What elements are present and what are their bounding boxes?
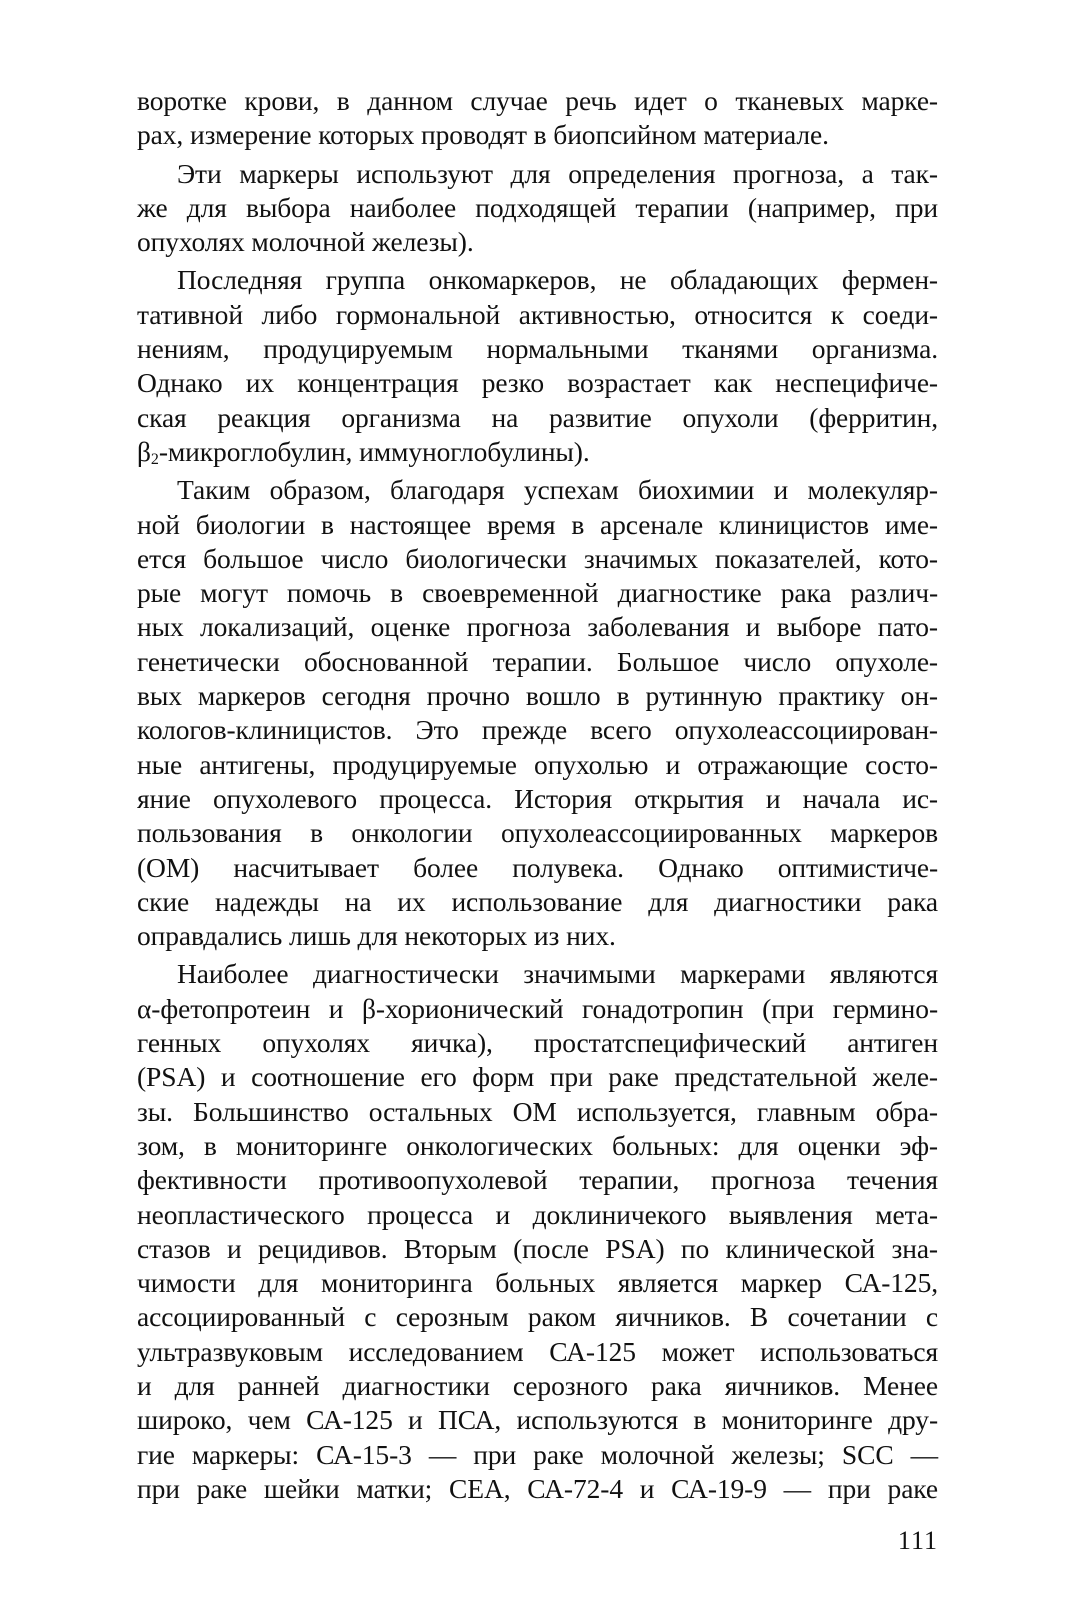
text-line: ские надежды на их использование для диагностики рака (137, 885, 938, 917)
text-line: воротке крови, в данном случае речь идет о тканевых марке- (137, 85, 938, 116)
paragraph (137, 84, 938, 153)
text-line: и для ранней диагностики серозного рака яичников. Менее (137, 1369, 938, 1401)
page-number: 111 (897, 1526, 938, 1555)
text-line-beta2: $\beta_2$-микроглобулин, иммуноглобулины). (137, 435, 590, 468)
text-line: генных опухолях яичка), простатспецифический антиген (137, 1027, 938, 1059)
text-line: гие маркеры: СА-15-3 — при раке молочной железы; SCC — (137, 1438, 938, 1470)
body-text (137, 84, 938, 1506)
text-line: зом, в мониторинге онкологических больных: для оценки эф- (137, 1129, 938, 1161)
text-line: пользования в онкологии опухолеассоциированных маркеров (137, 817, 938, 849)
text-line: при раке шейки матки; СЕА, СА-72-4 и СА-19-9 — при раке (137, 1472, 938, 1504)
text-line: Эти маркеры используют для определения прогноза, а так- (177, 157, 938, 189)
text-line: нениям, продуцируемым нормальными тканями организма. (137, 333, 938, 365)
text-line: опухолях молочной железы). (137, 226, 474, 258)
text-line: зы. Большинство остальных ОМ используется, главным обра- (137, 1095, 938, 1127)
paragraph (137, 957, 938, 1506)
text-line: ные антигены, продуцируемые опухолью и отражающие состо- (137, 748, 938, 780)
text-line: Наиболее диагностически значимыми маркерами являются (177, 958, 938, 990)
text-line: стазов и рецидивов. Вторым (после PSA) по клинической зна- (137, 1232, 938, 1264)
text-line: ская реакция организма на развитие опухоли (ферритин, (137, 401, 938, 433)
text-line: же для выбора наиболее подходящей терапии (например, при (137, 191, 938, 223)
text-line: ется большое число биологически значимых показателей, кото- (137, 542, 938, 574)
text-line: тативной либо гормональной активностью, относится к соеди- (137, 298, 938, 330)
text-line: ассоциированный с серозным раком яичников. В сочетании с (137, 1301, 938, 1333)
text-line: (PSA) и соотношение его форм при раке предстательной желе- (137, 1061, 938, 1093)
text-line: чимости для мониторинга больных является маркер СА-125, (137, 1267, 938, 1299)
text-line: кологов-клиницистов. Это прежде всего опухолеассоциирован- (137, 714, 938, 746)
text-line: фективности противоопухолевой терапии, прогноза течения (137, 1164, 938, 1196)
text-line: Однако их концентрация резко возрастает как неспецифиче- (137, 367, 938, 399)
text-line: широко, чем СА-125 и ПСА, используются в мониторинге дру- (137, 1404, 938, 1436)
text-line: генетически обоснованной терапии. Большое число опухоле- (137, 645, 938, 677)
text-line: ной биологии в настоящее время в арсенале клиницистов име- (137, 508, 938, 540)
text-line: ультразвуковым исследованием СА-125 может использоваться (137, 1335, 938, 1367)
text-line: Последняя группа онкомаркеров, не обладающих фермен- (177, 264, 938, 296)
text-line: рах, измерение которых проводят в биопсийном материале. (137, 119, 829, 151)
text-line: неопластического процесса и доклиничекого выявления мета- (137, 1198, 938, 1230)
paragraph (137, 473, 938, 953)
text-line: рые могут помочь в своевременной диагностике рака различ- (137, 577, 938, 609)
text-line: (ОМ) насчитывает более полувека. Однако оптимистиче- (137, 851, 938, 883)
text-line: вых маркеров сегодня прочно вошло в рутинную практику он- (137, 680, 938, 712)
text-line: оправдались лишь для некоторых из них. (137, 920, 616, 952)
paragraph (137, 157, 938, 260)
text-line: α-фетопротеин и β-хорионический гонадотропин (при гермино- (137, 992, 938, 1024)
text-line: яние опухолевого процесса. История открытия и начала ис- (137, 782, 938, 814)
text-line: ных локализаций, оценке прогноза заболевания и выборе пато- (137, 611, 938, 643)
text-line: Таким образом, благодаря успехам биохимии и молекуляр- (177, 474, 938, 506)
paragraph (137, 263, 938, 469)
